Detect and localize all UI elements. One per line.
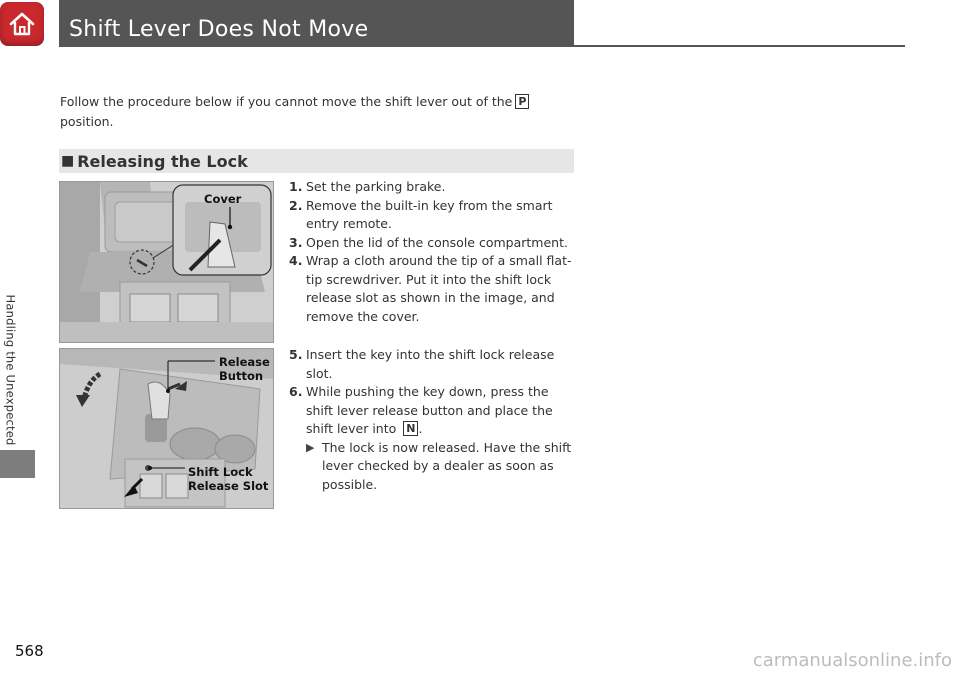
home-icon — [7, 9, 37, 39]
callout-release-line2: Button — [219, 369, 264, 383]
chapter-tab[interactable] — [0, 450, 35, 478]
watermark: carmanualsonline.info — [752, 650, 952, 671]
result-note — [306, 439, 579, 495]
step-6 — [289, 383, 579, 439]
gear-p-badge: P — [515, 94, 529, 109]
note-text: The lock is now released. Have the shift lever checked by a dealer as soon as possible. — [322, 439, 572, 492]
step-number: 1. — [289, 179, 303, 194]
section-marker-icon: ■ — [61, 153, 75, 169]
step-text: Open the lid of the console compartment. — [306, 234, 568, 250]
step-number: 2. — [289, 197, 303, 213]
page-title-bar — [59, 0, 574, 46]
figure-console-cover — [59, 181, 274, 343]
step-text: Wrap a cloth around the tip of a small flat-tip screwdriver. Put it into the shift lock release slot as shown in the image, and remove the cover. — [306, 253, 572, 324]
intro-text-before: Follow the procedure below if you cannot move the shift lever out of the — [60, 94, 513, 109]
callout-release-button — [219, 355, 270, 383]
section-title: Releasing the Lock — [77, 151, 248, 171]
steps-group-2 — [289, 346, 579, 494]
section-heading — [59, 149, 574, 173]
steps-group-1 — [289, 178, 579, 326]
home-button[interactable] — [0, 2, 44, 46]
step-text: Insert the key into the shift lock release slot. — [306, 347, 555, 381]
callout-shift-lock-slot — [188, 465, 268, 493]
step-4 — [289, 252, 579, 326]
intro-text-after: position. — [60, 114, 114, 129]
step-number: 5. — [289, 347, 303, 362]
gear-n-badge: N — [403, 421, 418, 436]
step-2 — [289, 197, 579, 234]
title-divider — [59, 45, 905, 47]
step-6-text-before: While pushing the key down, press the shift lever release button and place the shift lever into — [306, 384, 553, 436]
step-text: Remove the built-in key from the smart entry remote. — [306, 197, 553, 231]
callout-slot-line2: Release Slot — [188, 479, 269, 493]
page-number: 568 — [15, 642, 44, 660]
step-text — [306, 383, 579, 439]
callout-release-line1: Release — [219, 355, 270, 369]
step-5 — [289, 346, 579, 383]
intro-paragraph — [60, 92, 580, 132]
step-number: 4. — [289, 253, 303, 268]
chapter-label-text: Handling the Unexpected — [3, 294, 18, 446]
step-6-text-after: . — [418, 421, 423, 436]
step-3 — [289, 234, 579, 253]
chapter-side-label — [0, 290, 20, 450]
note-arrow-icon: ▶ — [306, 440, 315, 454]
page-title: Shift Lever Does Not Move — [69, 17, 369, 42]
step-text: Set the parking brake. — [306, 179, 446, 194]
step-number: 6. — [289, 384, 303, 399]
step-1 — [289, 178, 579, 197]
callout-cover: Cover — [204, 192, 242, 206]
callout-slot-line1: Shift Lock — [188, 465, 253, 479]
step-number: 3. — [289, 234, 303, 250]
console-illustration — [60, 182, 274, 343]
